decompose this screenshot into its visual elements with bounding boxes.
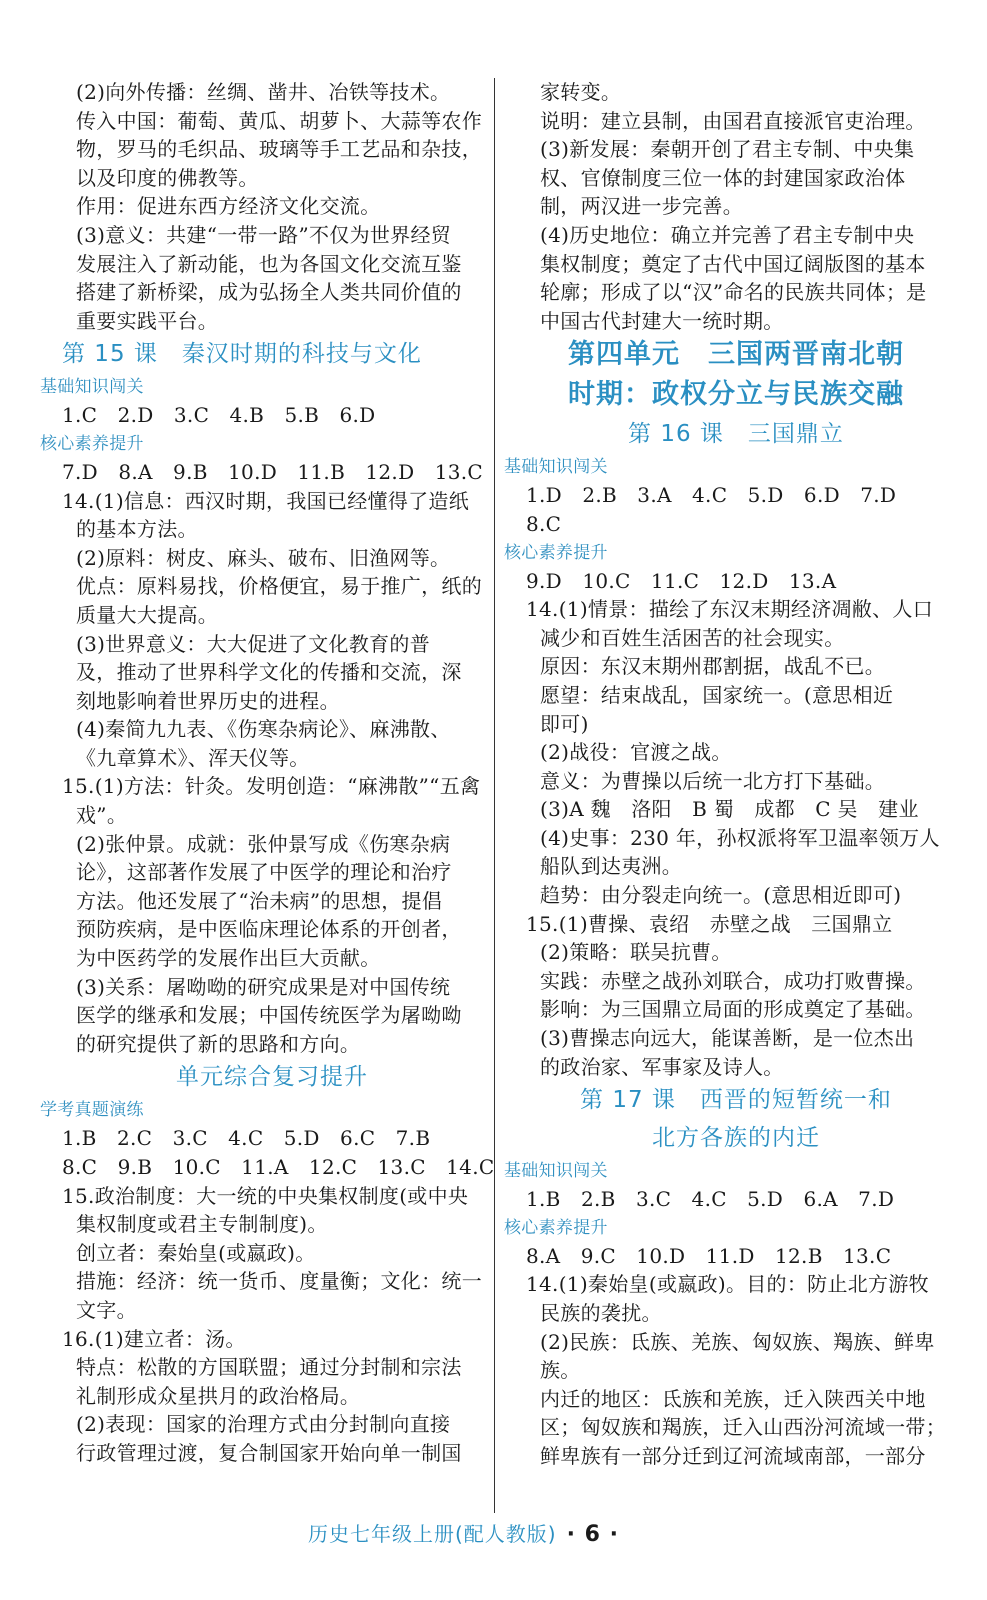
page-number: · 6 ·: [566, 1522, 619, 1547]
answer-line: 的政治家、军事家及诗人。: [540, 1054, 784, 1079]
answer-line: 制，两汉进一步完善。: [540, 194, 743, 219]
column-divider: [494, 78, 495, 1513]
answer-line: 重要实践平台。: [76, 308, 219, 333]
answer-line: (3)意义：共建“一带一路”不仅为世界经贸: [76, 222, 452, 247]
answer-line: 物，罗马的毛织品、玻璃等手工艺品和杂技，: [76, 137, 482, 162]
section-heading: 基础知识闯关: [504, 1161, 608, 1182]
lesson-title: 第 17 课 西晋的短暂统一和: [580, 1087, 892, 1114]
answer-line: 创立者：秦始皇(或嬴政)。: [76, 1240, 316, 1265]
answer-line: 9.D 10.C 11.C 12.D 13.A: [526, 568, 837, 593]
answer-line: 传入中国：葡萄、黄瓜、胡萝卜、大蒜等农作: [76, 108, 482, 133]
answer-line: 愿望：结束战乱，国家统一。(意思相近: [540, 682, 894, 707]
answer-line: 预防疾病，是中医临床理论体系的开创者，: [76, 917, 462, 942]
answer-line: 的基本方法。: [76, 517, 198, 542]
answer-line: 7.D 8.A 9.B 10.D 11.B 12.D 13.C: [62, 459, 484, 484]
answer-line: 集权制度；奠定了古代中国辽阔版图的基本: [540, 251, 926, 276]
answer-line: (3)A 魏 洛阳 B 蜀 成都 C 吴 建业: [540, 797, 919, 822]
answer-line: 14.(1)秦始皇(或嬴政)。目的：防止北方游牧: [526, 1272, 929, 1297]
section-heading: 基础知识闯关: [40, 377, 144, 398]
answer-line: 搭建了新桥梁，成为弘扬全人类共同价值的: [76, 280, 462, 305]
section-heading: 核心素养提升: [504, 542, 608, 563]
answer-line: 鲜卑族有一部分迁到辽河流域南部，一部分: [540, 1443, 926, 1468]
answer-line: (2)张仲景。成就：张仲景写成《伤寒杂病: [76, 831, 451, 856]
answer-line: 作用：促进东西方经济文化交流。: [76, 194, 381, 219]
answer-line: 15.(1)曹操、袁绍 赤壁之战 三国鼎立: [526, 911, 893, 936]
answer-line: 15.(1)方法：针灸。发明创造：“麻沸散”“五禽: [62, 774, 481, 799]
answer-line: 8.A 9.C 10.D 11.D 12.B 13.C: [526, 1243, 892, 1268]
answer-line: 减少和百姓生活困苦的社会现实。: [540, 625, 845, 650]
answer-line: 原因：东汉末期州郡割据，战乱不已。: [540, 654, 886, 679]
answer-line: 优点：原料易找，价格便宜，易于推广，纸的: [76, 574, 482, 599]
answer-line: (4)史事：230 年，孙权派将军卫温率领万人: [540, 825, 940, 850]
answer-line: 意义：为曹操以后统一北方打下基础。: [540, 768, 886, 793]
answer-line: 权、官僚制度三位一体的封建国家政治体: [540, 165, 906, 190]
answer-line: (2)表现：国家的治理方式由分封制向直接: [76, 1412, 451, 1437]
section-heading: 核心素养提升: [504, 1217, 608, 1238]
answer-line: 实践：赤壁之战孙刘联合，成功打败曹操。: [540, 968, 926, 993]
answer-line: 影响：为三国鼎立局面的形成奠定了基础。: [540, 997, 926, 1022]
answer-line: 集权制度或君主专制制度)。: [76, 1212, 328, 1237]
answer-line: 论》，这部著作发展了中医学的理论和治疗: [76, 860, 452, 885]
section-heading: 学考真题演练: [40, 1100, 144, 1121]
answer-line: 刻地影响着世界历史的进程。: [76, 688, 340, 713]
answer-line: (3)新发展：秦朝开创了君主专制、中央集: [540, 137, 915, 162]
answer-line: 1.C 2.D 3.C 4.B 5.B 6.D: [62, 403, 376, 428]
answer-line: (4)历史地位：确立并完善了君主专制中央: [540, 222, 915, 247]
answer-line: 船队到达夷洲。: [540, 854, 683, 879]
answer-line: 区；匈奴族和羯族，迁入山西汾河流域一带；: [540, 1415, 946, 1440]
section-heading: 基础知识闯关: [504, 457, 608, 478]
answer-line: (2)策略：联吴抗曹。: [540, 940, 732, 965]
answer-line: 医学的继承和发展；中国传统医学为屠呦呦: [76, 1003, 462, 1028]
answer-line: 行政管理过渡，复合制国家开始向单一制国: [76, 1440, 462, 1465]
left-column: [40, 78, 495, 1468]
answer-line: 特点：松散的方国联盟；通过分封制和宗法: [76, 1355, 462, 1380]
answer-line: 1.B 2.B 3.C 4.C 5.D 6.A 7.D: [526, 1187, 895, 1212]
answer-line: (3)世界意义：大大促进了文化教育的普: [76, 631, 431, 656]
section-heading: 核心素养提升: [40, 433, 144, 454]
answer-line: (2)向外传播：丝绸、凿井、冶铁等技术。: [76, 80, 451, 104]
answer-line: (4)秦简九九表、《伤寒杂病论》、麻沸散、: [76, 717, 451, 742]
footer-book-title: 历史七年级上册(配人教版): [308, 1522, 557, 1546]
answer-line: 1.D 2.B 3.A 4.C 5.D 6.D 7.D: [526, 483, 897, 508]
answer-line: 发展注入了新动能，也为各国文化交流互鉴: [76, 251, 462, 276]
answer-line: 的研究提供了新的思路和方向。: [76, 1031, 361, 1056]
lesson-title: 第 16 课 三国鼎立: [628, 421, 844, 448]
unit-title: 时期：政权分立与民族交融: [568, 379, 904, 411]
answer-line: 1.B 2.C 3.C 4.C 5.D 6.C 7.B: [62, 1126, 431, 1151]
answer-line: 8.C 9.B 10.C 11.A 12.C 13.C 14.C: [62, 1155, 495, 1179]
answer-line: 措施：经济：统一货币、度量衡；文化：统一: [76, 1269, 482, 1294]
answer-line: (3)曹操志向远大，能谋善断，是一位杰出: [540, 1026, 915, 1051]
answer-line: 为中医药学的发展作出巨大贡献。: [76, 946, 381, 971]
lesson-title: 第 15 课 秦汉时期的科技与文化: [62, 341, 422, 368]
answer-line: 及，推动了世界科学文化的传播和交流，深: [76, 660, 462, 685]
answer-line: 文字。: [76, 1297, 137, 1322]
answer-line: 即可): [540, 711, 589, 736]
answer-line: (2)民族：氐族、羌族、匈奴族、羯族、鲜卑: [540, 1329, 935, 1354]
answer-line: 方法。他还发展了“治未病”的思想，提倡: [76, 888, 443, 913]
answer-line: 以及印度的佛教等。: [76, 165, 259, 190]
answer-line: 16.(1)建立者：汤。: [62, 1326, 246, 1351]
answer-line: 家转变。: [540, 80, 622, 104]
answer-line: 14.(1)情景：描绘了东汉末期经济凋敝、人口: [526, 597, 934, 622]
answer-line: (2)战役：官渡之战。: [540, 740, 732, 765]
right-column: [504, 78, 946, 1471]
answer-line: 戏”。: [76, 803, 128, 828]
answer-line: 轮廓；形成了以“汉”命名的民族共同体；是: [540, 280, 927, 305]
answer-line: 礼制形成众星拱月的政治格局。: [76, 1383, 361, 1408]
answer-line: 中国古代封建大一统时期。: [540, 308, 784, 333]
answer-line: 14.(1)信息：西汉时期，我国已经懂得了造纸: [62, 488, 470, 513]
answer-line: (2)原料：树皮、麻头、破布、旧渔网等。: [76, 545, 451, 570]
lesson-title: 单元综合复习提升: [176, 1064, 368, 1091]
answer-line: 民族的袭扰。: [540, 1301, 662, 1325]
page-footer: [308, 1518, 708, 1547]
answer-line: 说明：建立县制，由国君直接派官吏治理。: [540, 108, 926, 133]
answer-line: 内迁的地区：氐族和羌族，迁入陕西关中地: [540, 1386, 926, 1411]
answer-line: (3)关系：屠呦呦的研究成果是对中国传统: [76, 974, 451, 999]
unit-title: 第四单元 三国两晋南北朝: [568, 339, 904, 371]
answer-line: 质量大大提高。: [76, 602, 219, 627]
answer-line: 趋势：由分裂走向统一。(意思相近即可): [540, 883, 902, 908]
answer-line: 15.政治制度：大一统的中央集权制度(或中央: [62, 1183, 469, 1208]
lesson-title: 北方各族的内迁: [652, 1125, 820, 1152]
answer-line: 《九章算术》、浑天仪等。: [76, 745, 310, 770]
answer-line: 族。: [540, 1358, 581, 1383]
answer-line: 8.C: [526, 511, 562, 536]
